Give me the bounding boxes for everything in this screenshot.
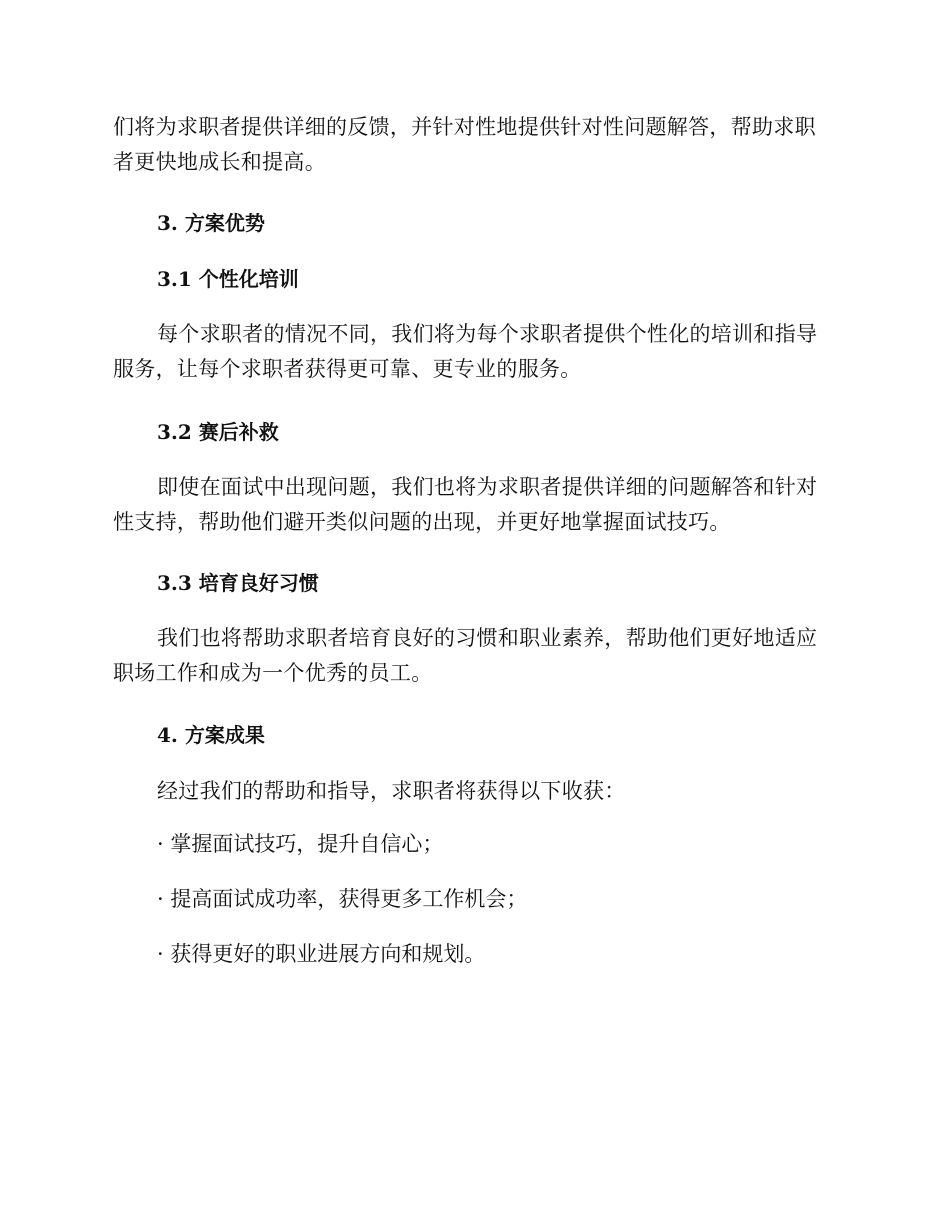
- section-3-1-heading: 3.1 个性化培训: [157, 267, 299, 291]
- section-3-heading: 3. 方案优势: [157, 211, 265, 235]
- paragraph-line: 即使在面试中出现问题，我们也将为求职者提供详细的问题解答和针对: [157, 475, 818, 499]
- list-item: · 提高面试成功率，获得更多工作机会；: [157, 887, 528, 911]
- section-3-3-paragraph: [113, 621, 817, 691]
- paragraph-line: 每个求职者的情况不同，我们将为每个求职者提供个性化的培训和指导: [157, 322, 818, 346]
- list-item: · 获得更好的职业进展方向和规划。: [157, 942, 486, 966]
- section-3-2-paragraph: [113, 470, 817, 540]
- paragraph-line: 服务，让每个求职者获得更可靠、更专业的服务。: [113, 357, 582, 381]
- paragraph-line: 我们也将帮助求职者培育良好的习惯和职业素养，帮助他们更好地适应: [157, 626, 818, 650]
- list-item: · 掌握面试技巧，提升自信心；: [157, 832, 444, 856]
- intro-paragraph: [113, 110, 816, 180]
- paragraph-line: 们将为求职者提供详细的反馈，并针对性地提供针对性问题解答，帮助求职: [113, 115, 816, 139]
- paragraph-line: 者更快地成长和提高。: [113, 150, 326, 174]
- section-4-intro: 经过我们的帮助和指导，求职者将获得以下收获：: [157, 779, 626, 803]
- section-3-1-paragraph: [113, 317, 817, 387]
- section-4-heading: 4. 方案成果: [157, 723, 265, 747]
- paragraph-line: 性支持，帮助他们避开类似问题的出现，并更好地掌握面试技巧。: [113, 510, 731, 534]
- section-3-2-heading: 3.2 赛后补救: [157, 420, 279, 444]
- paragraph-line: 职场工作和成为一个优秀的员工。: [113, 661, 433, 685]
- section-3-3-heading: 3.3 培育良好习惯: [157, 571, 319, 595]
